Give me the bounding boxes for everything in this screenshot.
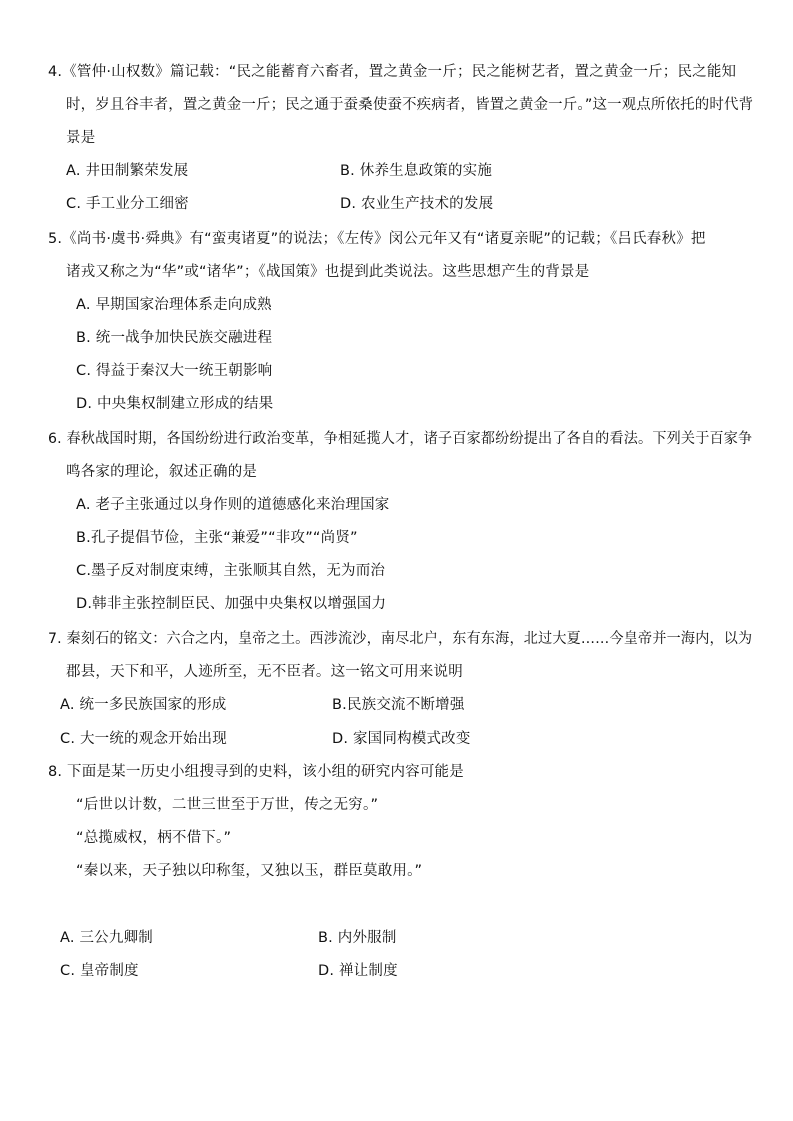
q4-stem-line1: 4.《管仲·山权数》篇记载：“民之能蓄育六畜者，置之黄金一斤；民之能树艺者，置之黄金一斤；民之能知 [48, 64, 737, 80]
q7-option-b: B.民族交流不断增强 [332, 697, 465, 713]
q5-option-a: A. 早期国家治理体系走向成熟 [76, 297, 272, 313]
q7-stem-line2: 郡县，天下和平，人迹所至，无不臣者。这一铭文可用来说明 [66, 664, 463, 680]
q8-option-d: D. 禅让制度 [318, 963, 398, 979]
q7-option-a: A. 统一多民族国家的形成 [60, 697, 227, 713]
q5-stem-line2: 诸戎又称之为“华”或“诸华”；《战国策》也提到此类说法。这些思想产生的背景是 [66, 264, 590, 280]
q6-stem-line1: 6. 春秋战国时期，各国纷纷进行政治变革，争相延揽人才，诸子百家都纷纷提出了各自的看法。下列关于百家争 [48, 431, 753, 447]
q8-option-c: C. 皇帝制度 [60, 963, 139, 979]
q8-option-a: A. 三公九卿制 [60, 930, 153, 946]
q8-quote-1: “后世以计数，二世三世至于万世，传之无穷。” [76, 797, 379, 813]
q4-stem-line3: 景是 [66, 130, 96, 146]
q6-option-a: A. 老子主张通过以身作则的道德感化来治理国家 [76, 497, 390, 513]
q6-option-b: B.孔子提倡节俭，主张“兼爱”“非攻”“尚贤” [76, 530, 358, 546]
q7-option-c: C. 大一统的观念开始出现 [60, 731, 227, 747]
q4-option-c: C. 手工业分工细密 [66, 196, 189, 212]
q7-stem-line1: 7. 秦刻石的铭文：六合之内，皇帝之土。西涉流沙，南尽北户，东有东海，北过大夏……今皇帝并一海内，以为 [48, 631, 753, 647]
q4-stem-line2: 时，岁且谷丰者，置之黄金一斤；民之通于蚕桑使蚕不疾病者，皆置之黄金一斤。”这一观点所依托的时代背 [66, 97, 754, 113]
q8-option-b: B. 内外服制 [318, 930, 397, 946]
q7-option-d: D. 家国同构模式改变 [332, 731, 471, 747]
q4-option-b: B. 休养生息政策的实施 [340, 163, 493, 179]
q6-stem-line2: 鸣各家的理论，叙述正确的是 [66, 464, 258, 480]
q8-quote-3: “秦以来，天子独以印称玺，又独以玉，群臣莫敢用。” [76, 863, 423, 879]
q8-stem: 8. 下面是某一历史小组搜寻到的史料，该小组的研究内容可能是 [48, 764, 464, 780]
q8-quote-2: “总揽威权，柄不借下。” [76, 830, 232, 846]
q6-option-c: C.墨子反对制度束缚，主张顺其自然，无为而治 [76, 563, 386, 579]
q5-option-d: D. 中央集权制建立形成的结果 [76, 396, 274, 412]
q5-option-c: C. 得益于秦汉大一统王朝影响 [76, 363, 273, 379]
q5-stem-line1: 5.《尚书·虞书·舜典》有“蛮夷诸夏”的说法；《左传》闵公元年又有“诸夏亲昵”的记载；《吕氏春秋》把 [48, 231, 706, 247]
q4-option-d: D. 农业生产技术的发展 [340, 196, 494, 212]
q4-option-a: A. 井田制繁荣发展 [66, 163, 189, 179]
q6-option-d: D.韩非主张控制臣民、加强中央集权以增强国力 [76, 596, 387, 612]
q5-option-b: B. 统一战争加快民族交融进程 [76, 330, 273, 346]
